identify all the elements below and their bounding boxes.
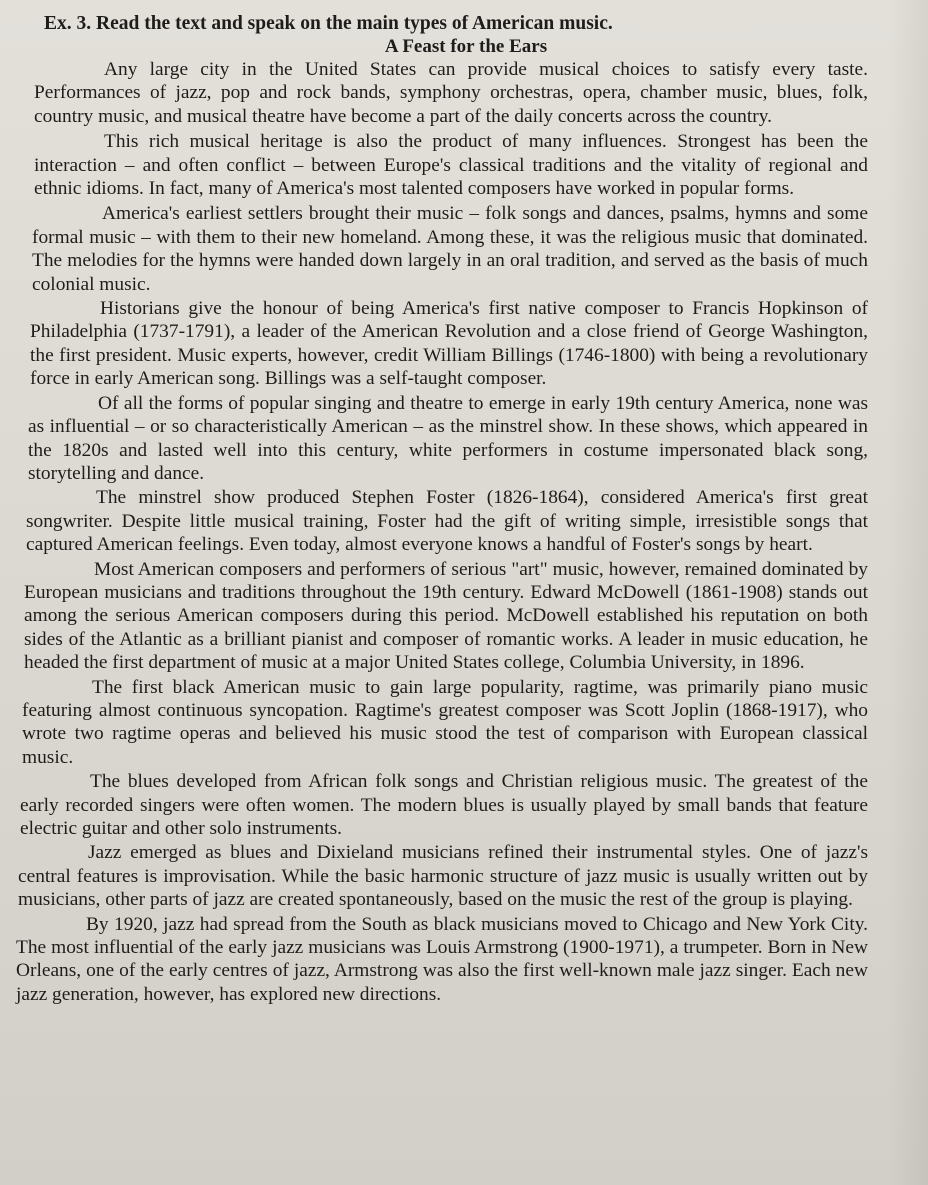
paragraph: Jazz emerged as blues and Dixieland musicians refined their instrumental styles. One of jazz's central features is improvisation. While the basic harmonic structure of jazz music is usually written out by musicians, other parts of jazz are created spontaneously, based on the music the rest of the group is playing. xyxy=(18,842,868,911)
text-title: A Feast for the Ears xyxy=(384,36,548,57)
paragraph: The blues developed from African folk songs and Christian religious music. The greatest of the early recorded singers were often women. The modern blues is usually played by small bands that feature electric guitar and other solo instruments. xyxy=(20,771,868,839)
paragraph: By 1920, jazz had spread from the South as black musicians moved to Chicago and New York City. The most influential of the early jazz musicians was Louis Armstrong (1900-1971), a trumpeter. Born in New Orleans, one of the early centres of jazz, Armstrong was also the first well-known male jazz singer. Each new jazz generation, however, has explored new directions. xyxy=(16,913,868,1005)
paragraph: Historians give the honour of being America's first native composer to Francis Hopkinson of Philadelphia (1737-1791), a leader of the American Revolution and a close friend of George Washington, the first president. Music experts, however, credit William Billings (1746-1800) with being a revolutionary force in early American song. Billings was a self-taught composer. xyxy=(30,298,868,390)
paragraph: The first black American music to gain large popularity, ragtime, was primarily piano music featuring almost continuous syncopation. Ragtime's greatest composer was Scott Joplin (1868-1917), who wrote two ragtime operas and believed his music stood the test of comparison with European classical music. xyxy=(22,676,868,768)
paragraph: The minstrel show produced Stephen Foster (1826-1864), considered America's first great songwriter. Despite little musical training, Foster had the gift of writing simple, irresistible songs that captured American feelings. Even today, almost everyone knows a handful of Foster's songs by heart. xyxy=(26,487,868,556)
paragraph: Any large city in the United States can provide musical choices to satisfy every taste. Performances of jazz, pop and rock bands, symphony orchestras, opera, chamber music, blues, folk, country music, and musical theatre have become a part of the daily concerts across the country. xyxy=(34,59,868,127)
exercise-heading: Ex. 3. Read the text and speak on the main types of American music. xyxy=(44,13,613,34)
paragraph: Of all the forms of popular singing and theatre to emerge in early 19th century America, none was as influential – or so characteristically American – as the minstrel show. In these shows, which appeared in the 1820s and lasted well into this century, white performers in costume impersonated black song, storytelling and dance. xyxy=(28,392,868,484)
paragraph: Most American composers and performers of serious "art" music, however, remained dominated by European musicians and traditions throughout the 19th century. Edward McDowell (1861-1908) stands out among the serious American composers during this period. McDowell established his reputation on both sides of the Atlantic as a brilliant pianist and composer of romantic works. A leader in music education, he headed the first department of music at a major United States college, Columbia University, in 1896. xyxy=(24,558,868,674)
paragraph: This rich musical heritage is also the product of many influences. Strongest has been the interaction – and often conflict – between Europe's classical traditions and the vitality of regional and ethnic idioms. In fact, many of America's most talented composers have worked in popular forms. xyxy=(34,131,868,200)
paragraph: America's earliest settlers brought their music – folk songs and dances, psalms, hymns and some formal music – with them to their new homeland. Among these, it was the religious music that dominated. The melodies for the hymns were handed down largely in an oral tradition, and served as the basis of much colonial music. xyxy=(32,203,868,295)
page-shadow xyxy=(888,0,928,1185)
